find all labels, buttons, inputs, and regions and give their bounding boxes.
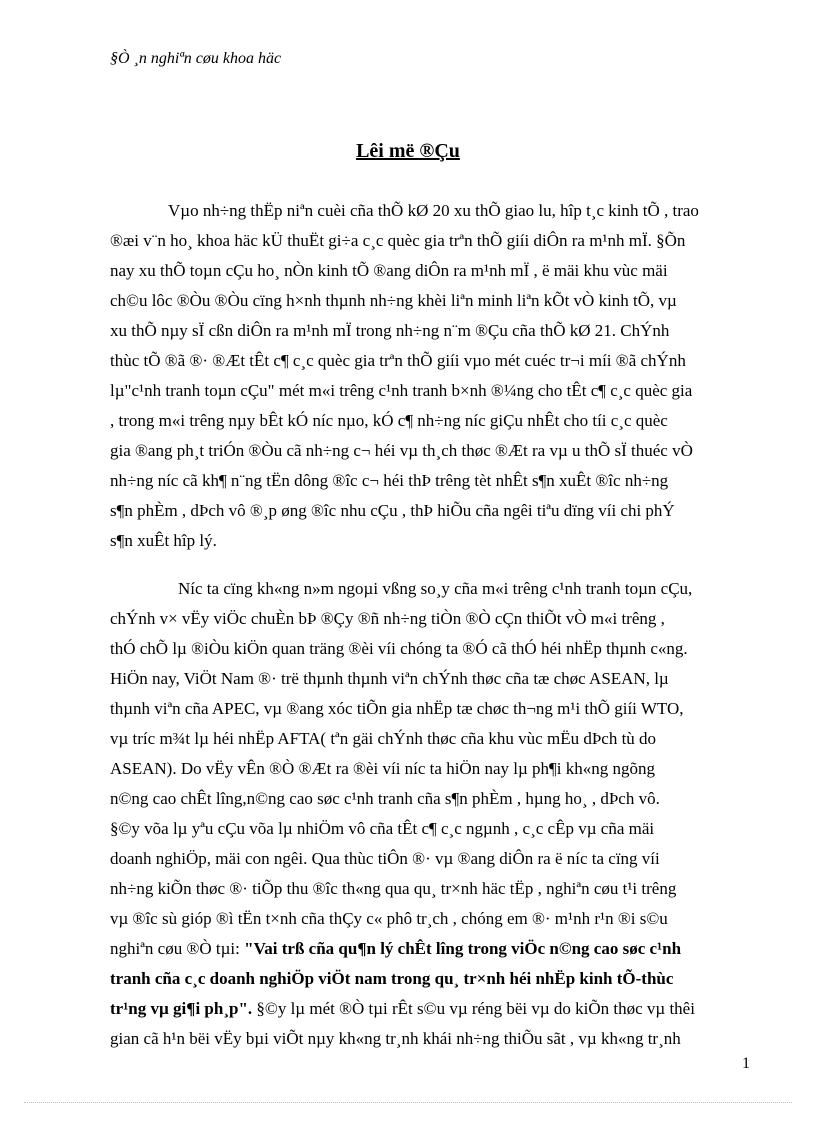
- paragraph-1-line-9: gia ®ang ph¸t triÓn ®Òu cã nh÷ng c¬ héi vµ th¸ch thøc ®Æt ra vµ u thÕ sÏ thuéc vÒ: [110, 441, 693, 460]
- thesis-title-text: tranh cña c¸c doanh nghiÖp viÖt nam trong qu¸ tr×nh héi nhËp kinh tÕ-thùc: [110, 969, 674, 988]
- paragraph-2-line-9: §©y võa lµ yªu cÇu võa lµ nhiÖm vô cña tÊt c¶ c¸c ngµnh , c¸c cÊp vµ cña mäi: [110, 819, 655, 838]
- paragraph-2-line-10: doanh nghiÖp, mäi con ngêi. Qua thùc tiÔn ®· vµ ®ang diÔn ra ë níc ta cïng víi: [110, 849, 660, 868]
- paragraph-2-line-14: [110, 968, 673, 990]
- paragraph-2-line-11: nh÷ng kiÕn thøc ®· tiÕp thu ®îc th«ng qua qu¸ tr×nh häc tËp , nghiªn cøu t¹i trêng: [110, 879, 677, 898]
- page-title-text: Lêi më ®Çu: [356, 140, 460, 162]
- page-title: [0, 140, 816, 163]
- paragraph-2-line-16: gian cã h¹n bëi vËy bµi viÕt nµy kh«ng tr¸nh khái nh÷ng thiÕu sãt , vµ kh«ng tr¸nh: [110, 1029, 681, 1048]
- paragraph-1-line-5: xu thÕ nµy sÏ cßn diÔn ra m¹nh mÏ trong nh÷ng n¨m ®Çu cña thÕ kØ 21. ChÝnh: [110, 321, 670, 340]
- paragraph-1-line-2: ®æi v¨n ho¸ khoa häc kÜ thuËt gi÷a c¸c quèc gia trªn thÕ giíi diÔn ra m¹nh mÏ. §Õn: [110, 231, 686, 250]
- paragraph-2-line-5: thµnh viªn cña APEC, vµ ®ang xóc tiÕn gia nhËp tæ chøc th¬ng m¹i thÕ giíi WTO,: [110, 699, 684, 718]
- thesis-title-text: tr¹ng vµ gi¶i ph¸p".: [110, 999, 253, 1018]
- paragraph-2-line-13: nghiªn cøu ®Ò tµi: "Vai trß cña qu¶n lý chÊt lîng trong viÖc n©ng cao søc c¹nh: [110, 939, 682, 958]
- paragraph-1-line-4: ch©u lôc ®Òu ®Òu cïng h×nh thµnh nh÷ng khèi liªn minh liªn kÕt vÒ kinh tÕ, vµ: [110, 291, 677, 310]
- paragraph-1-line-12: s¶n xuÊt hîp lý.: [110, 531, 217, 550]
- paragraph-1-line-10: nh÷ng níc cã kh¶ n¨ng tËn dông ®îc c¬ héi thÞ trêng tèt nhÊt s¶n xuÊt ®îc nh÷ng: [110, 471, 669, 490]
- paragraph-1-line-3: nay xu thÕ toµn cÇu ho¸ nÒn kinh tÕ ®ang diÔn ra m¹nh mÏ , ë mäi khu vùc mäi: [110, 261, 668, 280]
- paragraph-2-line-3: thÓ chÕ lµ ®iÒu kiÖn quan träng ®èi víi chóng ta ®Ó cã thÓ héi nhËp thµnh c«ng.: [110, 639, 688, 658]
- paragraph-1-line-11: s¶n phÈm , dÞch vô ®¸p øng ®îc nhu cÇu , thÞ hiÕu cña ngêi tiªu dïng víi chi phÝ: [110, 501, 675, 520]
- paragraph-2-line-1: Níc ta cïng kh«ng n»m ngoµi vßng so¸y cña m«i trêng c¹nh tranh toµn cÇu,: [178, 579, 693, 598]
- paragraph-2-line-8: n©ng cao chÊt lîng,n©ng cao søc c¹nh tranh cña s¶n phÈm , hµng ho¸ , dÞch vô.: [110, 789, 660, 808]
- page-bottom-divider: [24, 1102, 792, 1103]
- paragraph-1-line-6: thùc tÕ ®ã ®· ®Æt tÊt c¶ c¸c quèc gia trªn thÕ giíi vµo mét cuéc tr¬i míi ®ã chÝnh: [110, 351, 686, 370]
- paragraph-1-line-1: Vµo nh÷ng thËp niªn cuèi cña thÕ kØ 20 xu thÕ giao lu, hîp t¸c kinh tÕ , trao: [168, 201, 699, 220]
- page-number: 1: [742, 1055, 750, 1072]
- paragraph-2-line-12: vµ ®îc sù gióp ®ì tËn t×nh cña thÇy c« phô tr¸ch , chóng em ®· m¹nh r¹n ®i s©u: [110, 909, 668, 928]
- paragraph-2-line-2: chÝnh v× vËy viÖc chuÈn bÞ ®Çy ®ñ nh÷ng tiÒn ®Ò cÇn thiÕt vÒ m«i trêng ,: [110, 609, 665, 628]
- paragraph-2-line-6: vµ tríc m¾t lµ héi nhËp AFTA( tªn gäi chÝnh thøc cña khu vùc mËu dÞch tù do: [110, 729, 657, 748]
- running-header: §Ò ¸n nghiªn cøu khoa häc: [110, 50, 282, 67]
- paragraph-2-line-4: HiÖn nay, ViÖt Nam ®· trë thµnh thµnh viªn chÝnh thøc cña tæ chøc ASEAN, lµ: [110, 669, 669, 688]
- paragraph-2-line-7: ASEAN). Do vËy vÊn ®Ò ®Æt ra ®èi víi níc ta hiÖn nay lµ ph¶i kh«ng ngõng: [110, 759, 655, 778]
- thesis-title-text: "Vai trß cña qu¶n lý chÊt lîng trong viÖc n©ng cao søc c¹nh: [244, 939, 682, 958]
- paragraph-1-line-8: , trong m«i trêng nµy bÊt kÓ níc nµo, kÓ c¶ nh÷ng níc giÇu nhÊt cho tíi c¸c quèc: [110, 411, 668, 430]
- paragraph-1-line-7: lµ"c¹nh tranh toµn cÇu" mét m«i trêng c¹nh tranh b×nh ®¼ng cho tÊt c¶ c¸c quèc gia: [110, 381, 693, 400]
- paragraph-2-line-15: tr¹ng vµ gi¶i ph¸p". §©y lµ mét ®Ò tµi rÊt s©u vµ réng bëi vµ do kiÕn thøc vµ thêi: [110, 999, 695, 1018]
